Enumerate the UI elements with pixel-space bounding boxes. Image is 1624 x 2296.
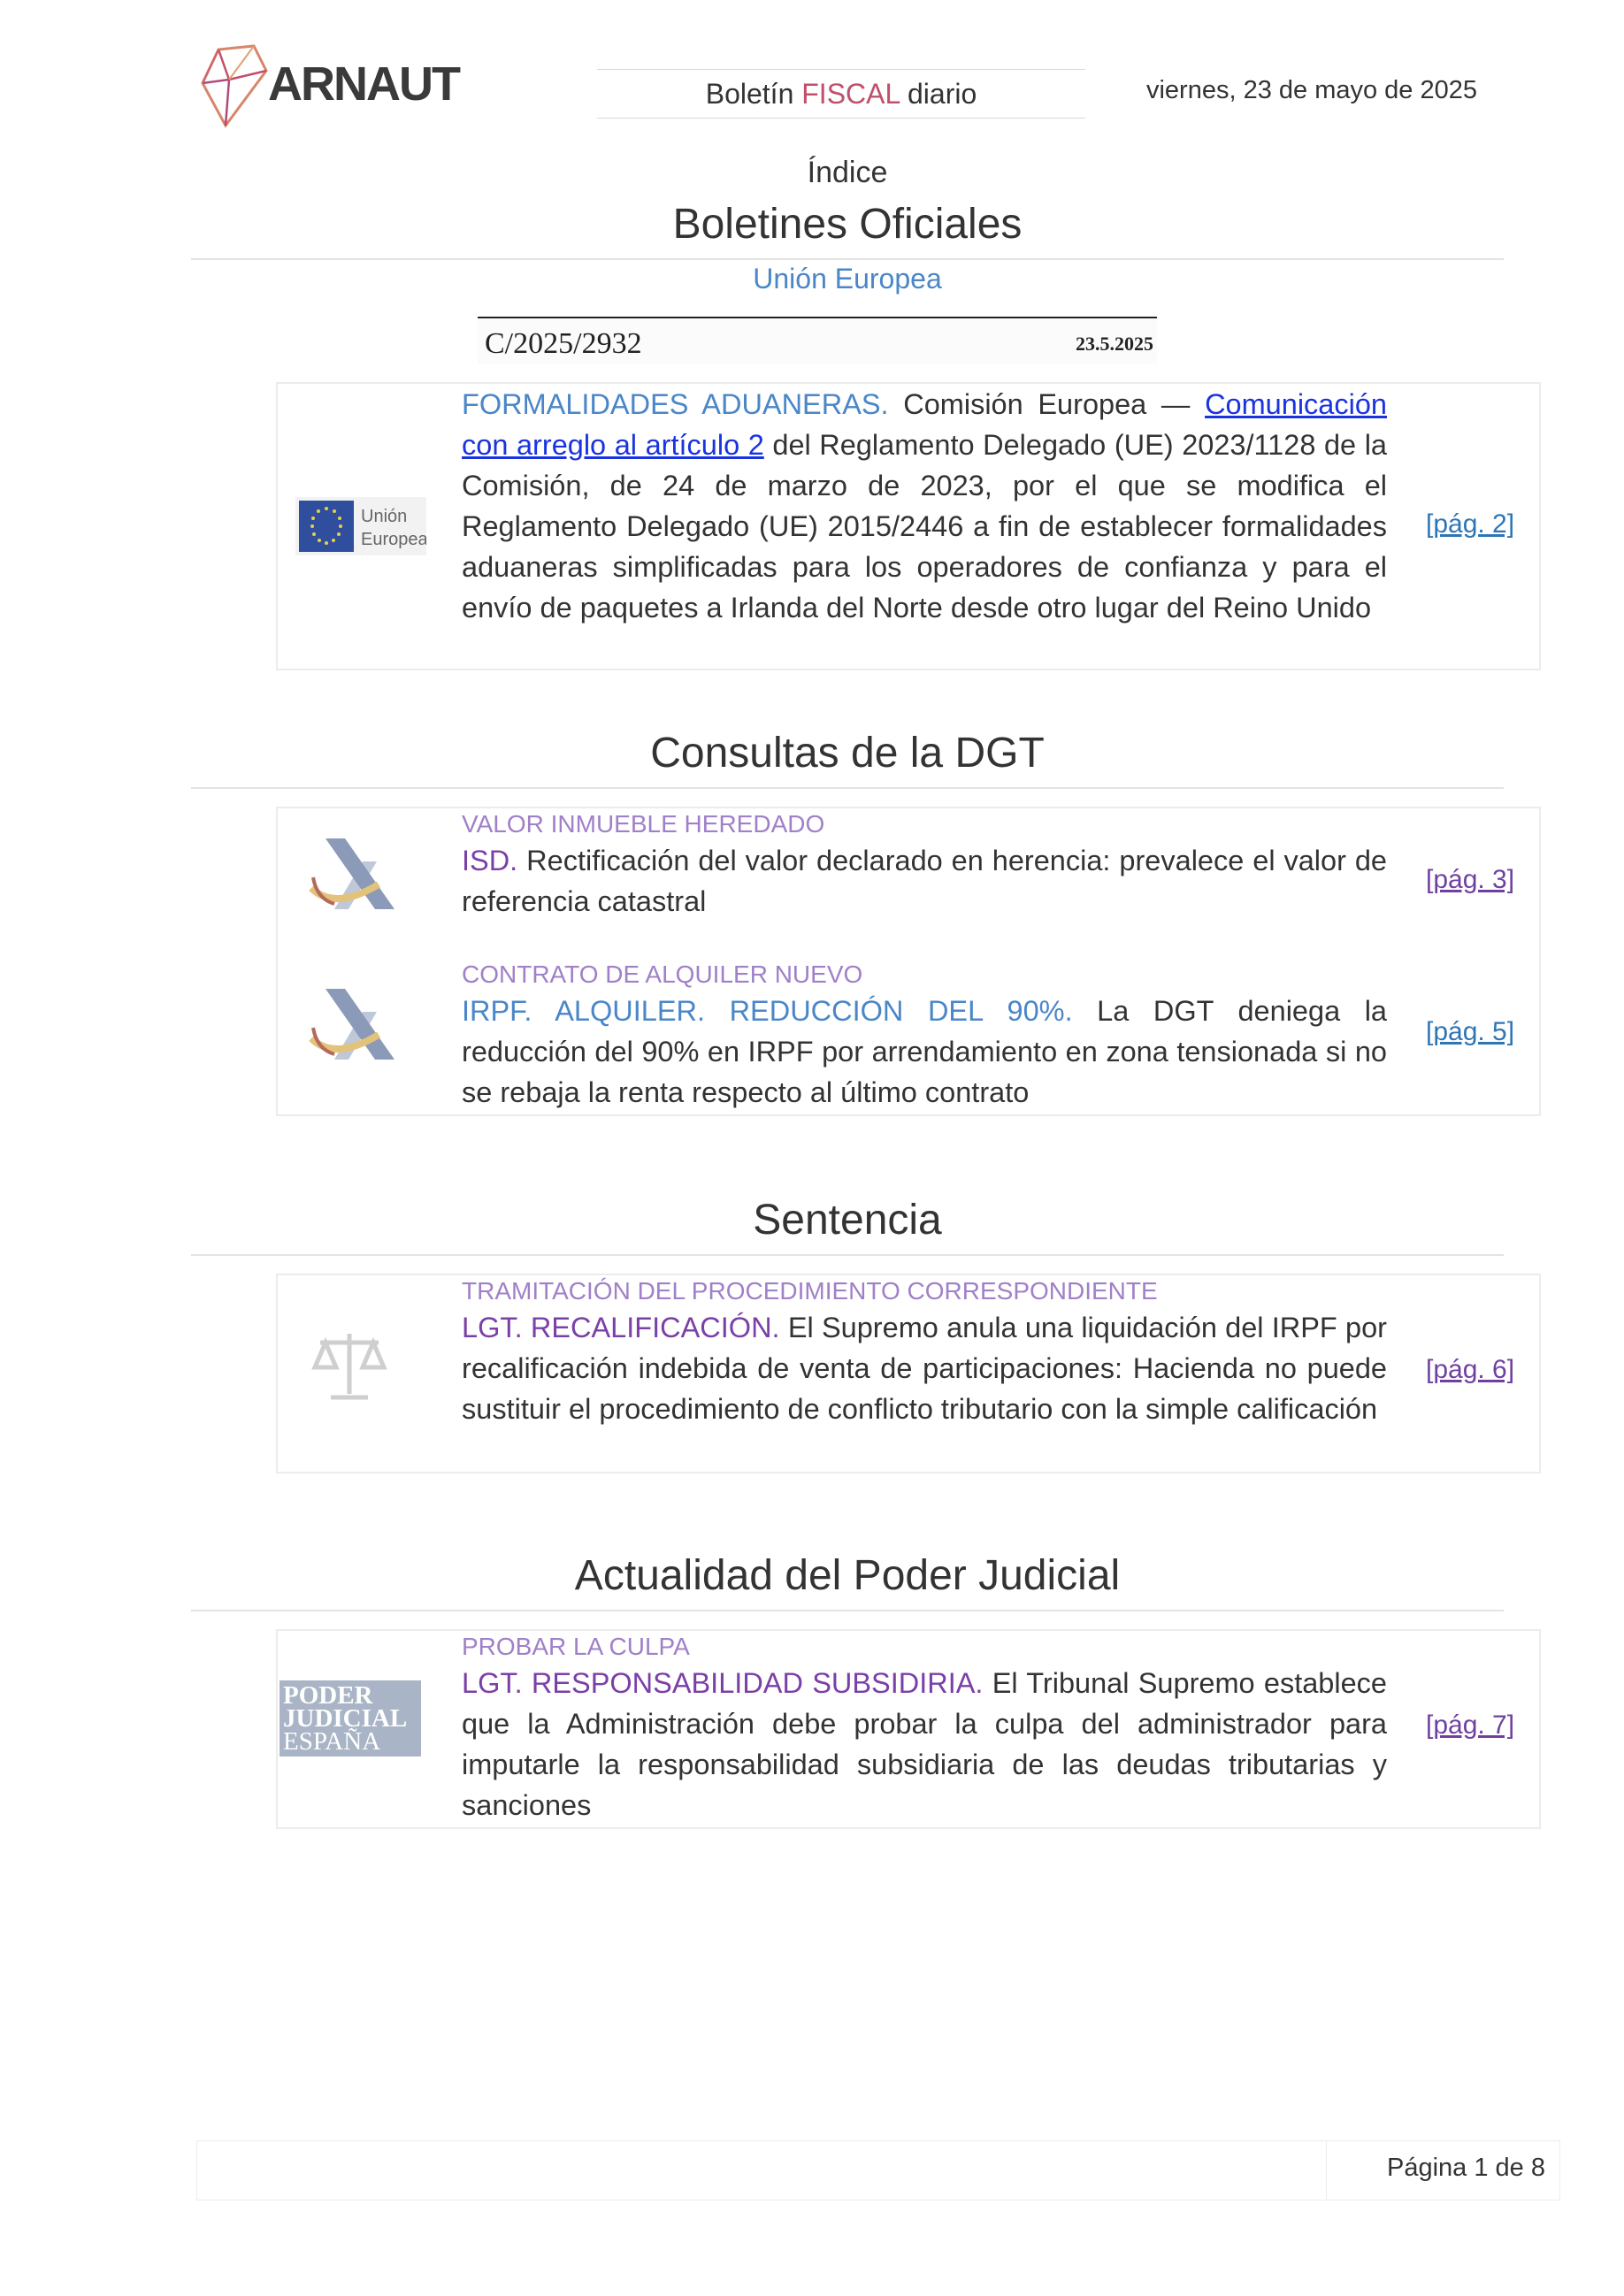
- document-date: 23.5.2025: [1076, 333, 1153, 355]
- page-footer: [196, 2140, 1560, 2200]
- entry-lead: ISD.: [462, 845, 518, 876]
- entry-text-responsabilidad: [462, 1631, 1387, 1825]
- section-divider: [191, 1254, 1504, 1256]
- page-link-6[interactable]: [pág. 6]: [1426, 1355, 1515, 1384]
- section-divider: [191, 258, 1504, 260]
- arnaut-logo: [199, 44, 459, 128]
- entry-body: Rectificación del valor declarado en herencia: prevalece el valor de referencia catastral: [462, 845, 1387, 917]
- footer-separator: [1326, 2141, 1327, 2200]
- section-subtitle-union-europea: Unión Europea: [753, 263, 942, 295]
- eu-icon-label-2: Europea: [361, 530, 426, 549]
- entry-kicker: CONTRATO DE ALQUILER NUEVO: [462, 960, 863, 988]
- index-label: Índice: [807, 156, 888, 189]
- logo-line-espana: ESPAÑA: [283, 1727, 381, 1756]
- entry-lead: LGT. RESPONSABILIDAD SUBSIDIRIA.: [462, 1667, 984, 1699]
- header-date: viernes, 23 de mayo de 2025: [1145, 76, 1477, 104]
- diamond-logo-icon: [199, 44, 270, 128]
- section-divider: [191, 1610, 1504, 1611]
- comunicacion-link[interactable]: Comunicación con arreglo al artículo 2: [462, 388, 1387, 461]
- entry-text-before-link: Comisión Europea —: [888, 388, 1206, 420]
- entry-kicker: PROBAR LA CULPA: [462, 1633, 690, 1660]
- entry-lead: IRPF. ALQUILER. REDUCCIÓN DEL 90%.: [462, 995, 1073, 1027]
- entry-text-irpf-alquiler: [462, 959, 1387, 1113]
- agencia-tributaria-icon: [308, 985, 396, 1067]
- entry-text-after-link: del Reglamento Delegado (UE) 2023/1128 de la Comisión, de 24 de marzo de 2023, por el que se modifica el Reglamento Delegado (UE) 2015/2446 a fin de establecer formalidades aduaneras simplificadas para los operadores de confianza y para el envío de paquetes a Irlanda del Norte desde otro lugar del Reino Unido: [462, 429, 1387, 624]
- entry-text-isd: [462, 808, 1387, 922]
- bulletin-prefix: Boletín: [705, 78, 794, 110]
- poder-judicial-logo-icon: [280, 1680, 421, 1756]
- page-link-5[interactable]: [pág. 5]: [1426, 1017, 1515, 1046]
- logo-line-judicial: JUDICIAL: [283, 1704, 408, 1733]
- entry-lead: LGT. RECALIFICACIÓN.: [462, 1312, 780, 1343]
- scales-of-justice-icon: [311, 1327, 387, 1404]
- document-reference-strip: [478, 317, 1157, 364]
- bulletin-suffix: diario: [907, 78, 977, 110]
- page-number: Página 1 de 8: [1387, 2154, 1545, 2182]
- entry-body: El Supremo anula una liquidación del IRPF por recalificación indebida de venta de participaciones: Hacienda no puede sustituir el procedimiento de conflicto tributario con la simple calificación: [462, 1312, 1387, 1425]
- section-title-poder-judicial: Actualidad del Poder Judicial: [574, 1552, 1121, 1599]
- entry-text-formalidades: [462, 384, 1387, 628]
- section-title-boletines: Boletines Oficiales: [672, 201, 1023, 248]
- document-code: C/2025/2932: [485, 327, 642, 360]
- entry-kicker: TRAMITACIÓN DEL PROCEDIMIENTO CORRESPONDIENTE: [462, 1277, 1158, 1305]
- logo-line-poder: PODER: [283, 1681, 373, 1710]
- bulletin-title: [597, 69, 1085, 119]
- page-link-7[interactable]: [pág. 7]: [1426, 1711, 1515, 1740]
- section-title-sentencia: Sentencia: [753, 1197, 942, 1244]
- entry-text-recalificacion: [462, 1275, 1387, 1429]
- page-link-3[interactable]: [pág. 3]: [1426, 865, 1515, 894]
- entry-kicker: VALOR INMUEBLE HEREDADO: [462, 810, 825, 838]
- entry-lead: FORMALIDADES ADUANERAS.: [462, 388, 889, 420]
- entry-body: El Tribunal Supremo establece que la Administración debe probar la culpa del administrador para imputarle la responsabilidad subsidiaria de las deudas tributarias y sanciones: [462, 1667, 1388, 1821]
- agencia-tributaria-icon: [308, 835, 396, 916]
- bulletin-highlight: FISCAL: [801, 78, 900, 110]
- page-link-2[interactable]: [pág. 2]: [1426, 509, 1515, 539]
- section-title-dgt: Consultas de la DGT: [650, 730, 1045, 777]
- section-divider: [191, 787, 1504, 789]
- logo-text: ARNAUT: [268, 57, 459, 111]
- eu-icon-label-1: Unión: [361, 507, 408, 526]
- entry-body: La DGT deniega la reducción del 90% en IRPF por arrendamiento en zona tensionada si no se rebaja la renta respecto al último contrato: [462, 995, 1387, 1108]
- eu-flag-icon: [295, 497, 426, 555]
